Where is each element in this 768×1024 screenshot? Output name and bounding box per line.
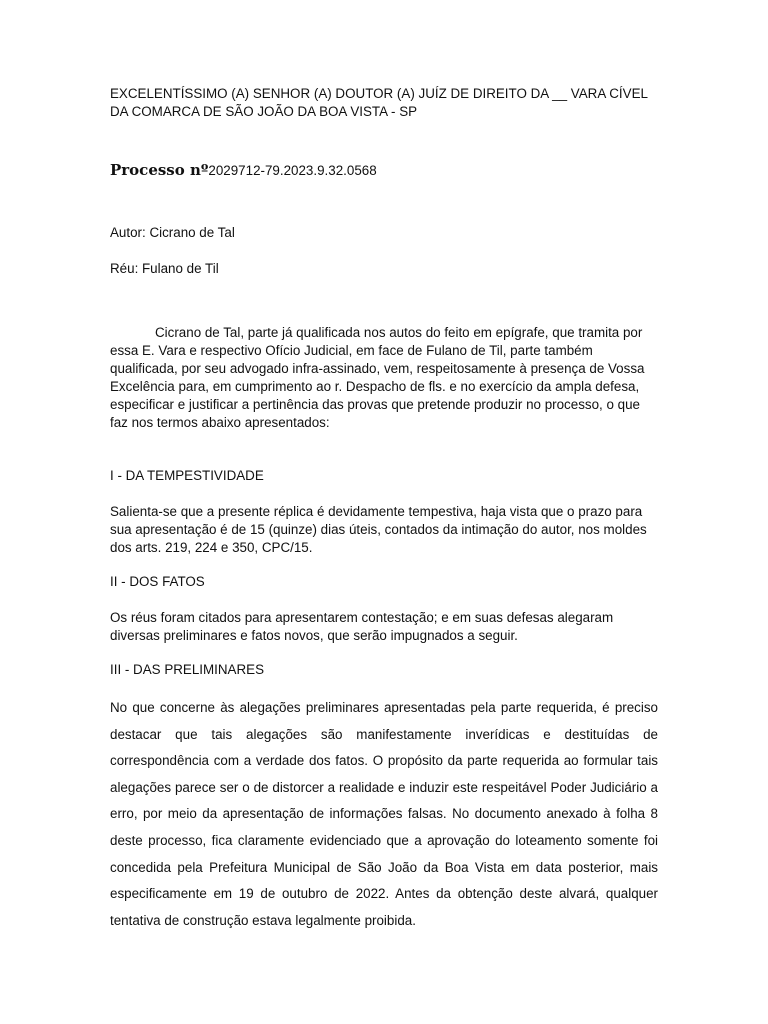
- section-title-fatos: II - DOS FATOS: [110, 574, 205, 589]
- reu-line: Réu: Fulano de Til: [110, 261, 219, 276]
- court-heading: EXCELENTÍSSIMO (A) SENHOR (A) DOUTOR (A) JUÍZ DE DIREITO DA __ VARA CÍVEL DA COMARCA DE SÃO JOÃO DA BOA VISTA - SP: [110, 86, 648, 119]
- processo-line: [110, 159, 658, 182]
- section-title-tempestividade: I - DA TEMPESTIVIDADE: [110, 468, 264, 483]
- document-body: [110, 85, 658, 934]
- intro-paragraph: Cicrano de Tal, parte já qualificada nos autos do feito em epígrafe, que tramita por essa E. Vara e respectivo Ofício Judicial, em face de Fulano de Til, parte também qualificada, por seu advogado infra-assinado, vem, respeitosamente à presença de Vossa Excelência para, em cumprimento ao r. Despacho de fls. e no exercício da ampla defesa, especificar e justificar a pertinência das provas que pretende produzir no processo, o que faz nos termos abaixo apresentados:: [110, 325, 645, 430]
- processo-number: 2029712-79.2023.9.32.0568: [208, 163, 377, 178]
- section-text-preliminares: No que concerne às alegações preliminares apresentadas pela parte requerida, é preciso destacar que tais alegações são manifestamente inverídicas e destituídas de correspondência com a verdade dos fatos. O propósito da parte requerida ao formular tais alegações parece ser o de distorcer a realidade e induzir este respeitável Poder Judiciário a erro, por meio da apresentação de informações falsas. No documento anexado à folha 8 deste processo, fica claramente evidenciado que a aprovação do loteamento somente foi concedida pela Prefeitura Municipal de São João da Boa Vista em data posterior, mais especificamente em 19 de outubro de 2022. Antes da obtenção deste alvará, qualquer tentativa de construção estava legalmente proibida.: [110, 700, 658, 928]
- section-text-tempestividade: Salienta-se que a presente réplica é devidamente tempestiva, haja vista que o prazo para sua apresentação é de 15 (quinze) dias úteis, contados da intimação do autor, nos moldes dos arts. 219, 224 e 350, CPC/15.: [110, 504, 647, 555]
- section-text-fatos: Os réus foram citados para apresentarem contestação; e em suas defesas alegaram diversas preliminares e fatos novos, que serão impugnados a seguir.: [110, 610, 614, 643]
- processo-label: Processo nº: [110, 161, 209, 179]
- autor-line: Autor: Cicrano de Tal: [110, 225, 235, 240]
- section-title-preliminares: III - DAS PRELIMINARES: [110, 662, 265, 677]
